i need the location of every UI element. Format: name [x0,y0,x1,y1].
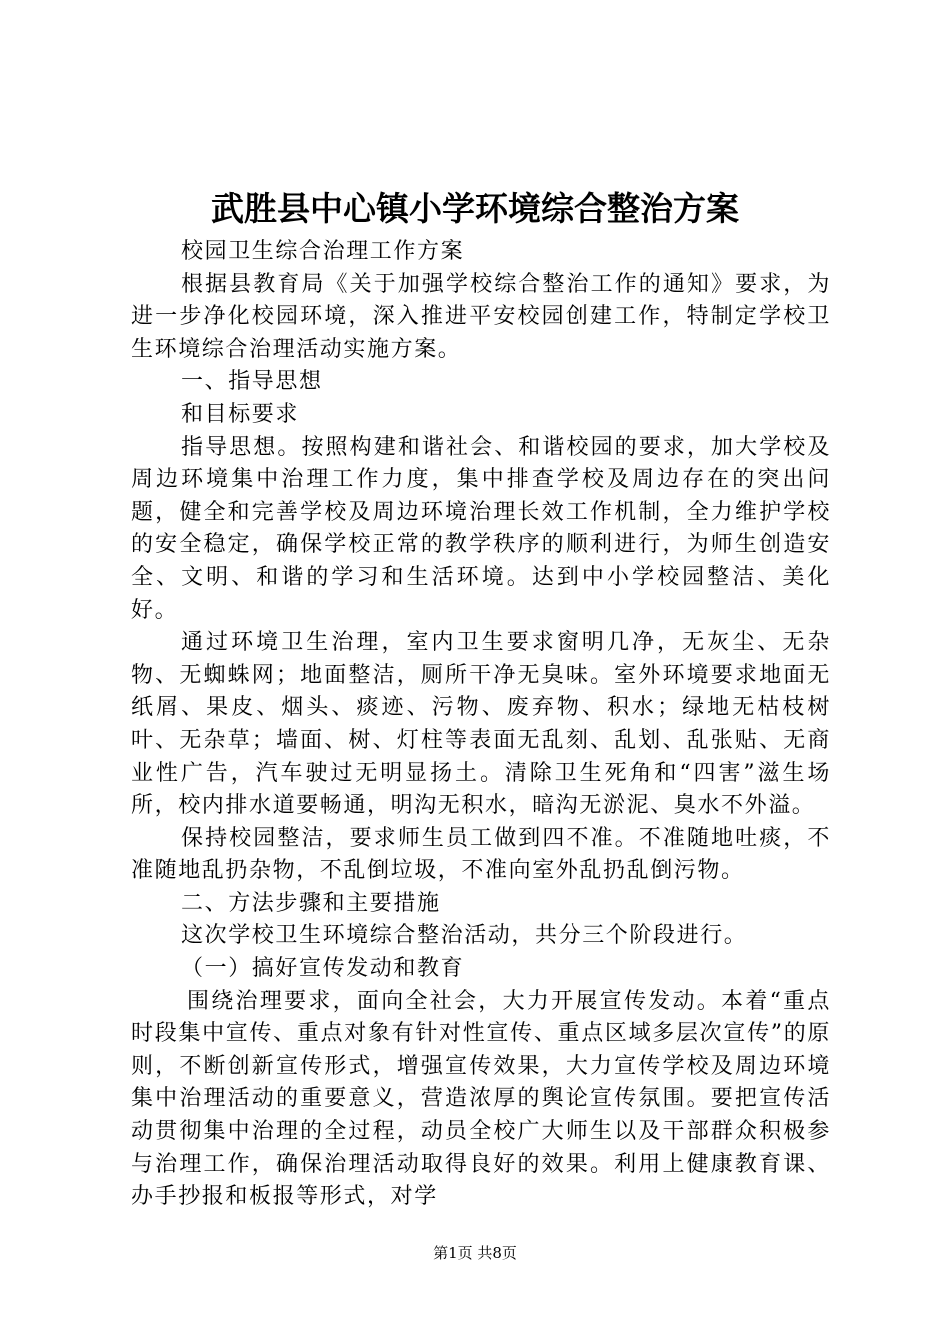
paragraph-four-prohibitions: 保持校园整洁，要求师生员工做到四不准。不准随地吐痰，不准随地乱扔杂物，不乱倒垃圾，不准向室外乱扔乱倒污物。 [131,825,831,884]
section-heading-1: 一、指导思想 [181,369,323,395]
paragraph-three-stages: 这次学校卫生环境综合整治活动，共分三个阶段进行。 [181,923,748,949]
page-footer: 第1页 共8页 [433,1244,517,1262]
paragraph-subtitle: 校园卫生综合治理工作方案 [181,239,465,264]
paragraph-publicity: 围绕治理要求，面向全社会，大力开展宣传发动。本着“重点时段集中宣传、重点对象有针对性宣传、重点区域多层次宣传”的原则，不断创新宣传形式，增强宣传效果，大力宣传学校及周边环境集中治理活动的重要意义，营造浓厚的舆论宣传氛围。要把宣传活动贯彻集中治理的全过程，动员全校广大师生以及干部群众积极参与治理工作，确保治理活动取得良好的效果。利用上健康教育课、办手抄报和板报等形式，对学 [131,988,831,1210]
paragraph-guiding-thought: 指导思想。按照构建和谐社会、和谐校园的要求，加大学校及周边环境集中治理工作力度，集中排查学校及周边存在的突出问题，健全和完善学校及周边环境治理长效工作机制，全力维护学校的安全稳定，确保学校正常的教学秩序的顺利进行，为师生创造安全、文明、和谐的学习和生活环境。达到中小学校园整洁、美化好。 [131,434,831,623]
paragraph-intro: 根据县教育局《关于加强学校综合整治工作的通知》要求，为进一步净化校园环境，深入推进平安校园创建工作，特制定学校卫生环境综合治理活动实施方案。 [131,271,831,362]
section-heading-1-cont: 和目标要求 [181,401,300,427]
document-body [131,236,831,1214]
document-title: 武胜县中心镇小学环境综合整治方案 [211,189,739,228]
section-heading-2: 二、方法步骤和主要措施 [181,890,441,916]
subsection-heading-1: （一）搞好宣传发动和教育 [181,956,465,982]
paragraph-sanitation-goals: 通过环境卫生治理，室内卫生要求窗明几净，无灰尘、无杂物、无蜘蛛网；地面整洁，厕所干净无臭味。室外环境要求地面无纸屑、果皮、烟头、痰迹、污物、废弃物、积水；绿地无枯枝树叶、无杂草；墙面、树、灯柱等表面无乱刻、乱划、乱张贴、无商业性广告，汽车驶过无明显扬土。清除卫生死角和“四害”滋生场所，校内排水道要畅通，明沟无积水，暗沟无淤泥、臭水不外溢。 [131,630,831,819]
